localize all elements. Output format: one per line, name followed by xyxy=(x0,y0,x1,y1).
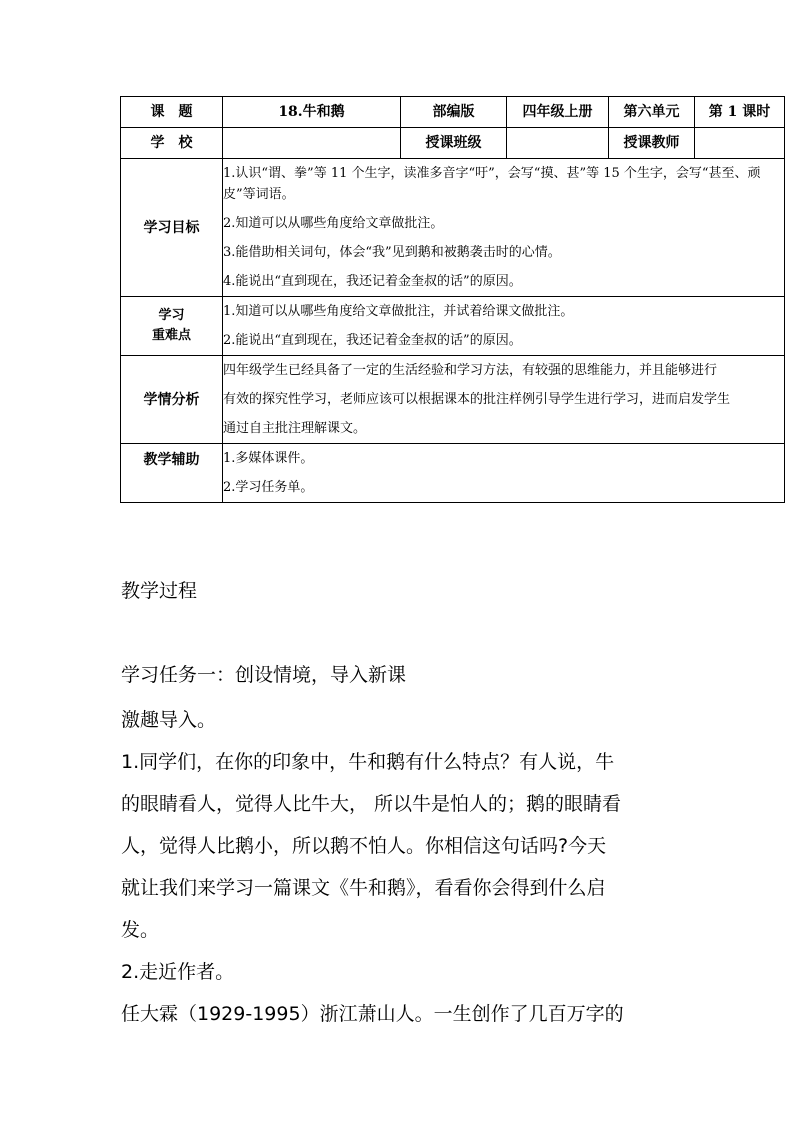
goals-label: 学习目标 xyxy=(121,159,223,297)
goal-item: 4.能说出“直到现在，我还记着金奎叔的话”的原因。 xyxy=(223,274,522,289)
analysis-label: 学情分析 xyxy=(121,356,223,444)
analysis-line: 有效的探究性学习，老师应该可以根据课本的批注样例引导学生进行学习，进而启发学生 xyxy=(223,392,731,407)
process-line: 2.走近作者。 xyxy=(121,961,235,983)
analysis-line: 通过自主批注理解课文。 xyxy=(223,421,367,436)
process-line: 任大霖（1929-1995）浙江萧山人。一生创作了几百万字的 xyxy=(121,1003,624,1025)
class-value xyxy=(507,128,609,159)
aids-content xyxy=(223,444,785,503)
analysis-row xyxy=(121,356,785,444)
difficulties-row xyxy=(121,297,785,356)
difficulties-label-line1: 学习 xyxy=(158,308,185,323)
teacher-value xyxy=(695,128,785,159)
school-value xyxy=(223,128,401,159)
school-label: 学 校 xyxy=(121,128,223,159)
analysis-content xyxy=(223,356,785,444)
process-line: 发。 xyxy=(121,919,160,941)
process-paragraph xyxy=(121,699,721,1035)
aids-row xyxy=(121,444,785,503)
difficulties-label xyxy=(121,297,223,356)
aid-item: 2.学习任务单。 xyxy=(223,480,314,495)
aids-label: 教学辅助 xyxy=(121,444,223,503)
goals-row xyxy=(121,159,785,297)
period: 第 1 课时 xyxy=(695,97,785,128)
process-line: 的眼睛看人，觉得人比牛大， 所以牛是怕人的；鹅的眼睛看 xyxy=(121,793,622,815)
difficulties-content xyxy=(223,297,785,356)
unit: 第六单元 xyxy=(609,97,695,128)
analysis-line: 四年级学生已经具备了一定的生活经验和学习方法，有较强的思维能力，并且能够进行 xyxy=(223,363,718,378)
task-title: 学习任务一：创设情境，导入新课 xyxy=(121,664,407,686)
process-line: 人，觉得人比鹅小，所以鹅不怕人。你相信这句话吗?今天 xyxy=(121,835,607,857)
process-line: 1.同学们，在你的印象中，牛和鹅有什么特点？有人说，牛 xyxy=(121,751,615,773)
process-line: 就让我们来学习一篇课文《牛和鹅》，看看你会得到什么启 xyxy=(121,877,606,899)
lesson-header-row xyxy=(121,97,785,128)
difficulty-item: 1.知道可以从哪些角度给文章做批注，并试着给课文做批注。 xyxy=(223,304,574,319)
goals-content xyxy=(223,159,785,297)
difficulty-item: 2.能说出“直到现在，我还记着金奎叔的话”的原因。 xyxy=(223,333,522,348)
lesson-title: 18.牛和鹅 xyxy=(223,97,401,128)
class-label: 授课班级 xyxy=(401,128,507,159)
goal-item: 2.知道可以从哪些角度给文章做批注。 xyxy=(223,216,444,231)
process-title: 教学过程 xyxy=(121,580,198,602)
goal-item: 1.认识“谓、拳”等 11 个生字，读准多音字“吁”，会写“摸、甚”等 15 个生字，会写“甚至、顽皮”等词语。 xyxy=(223,166,761,202)
lesson-info-table xyxy=(120,96,785,503)
aid-item: 1.多媒体课件。 xyxy=(223,451,314,466)
lesson-label: 课 题 xyxy=(121,97,223,128)
school-row xyxy=(121,128,785,159)
edition: 部编版 xyxy=(401,97,507,128)
teacher-label: 授课教师 xyxy=(609,128,695,159)
grade: 四年级上册 xyxy=(507,97,609,128)
goal-item: 3.能借助相关词句，体会“我”见到鹅和被鹅袭击时的心情。 xyxy=(223,245,561,260)
process-line: 激趣导入。 xyxy=(121,709,217,731)
difficulties-label-line2: 重难点 xyxy=(151,328,191,343)
